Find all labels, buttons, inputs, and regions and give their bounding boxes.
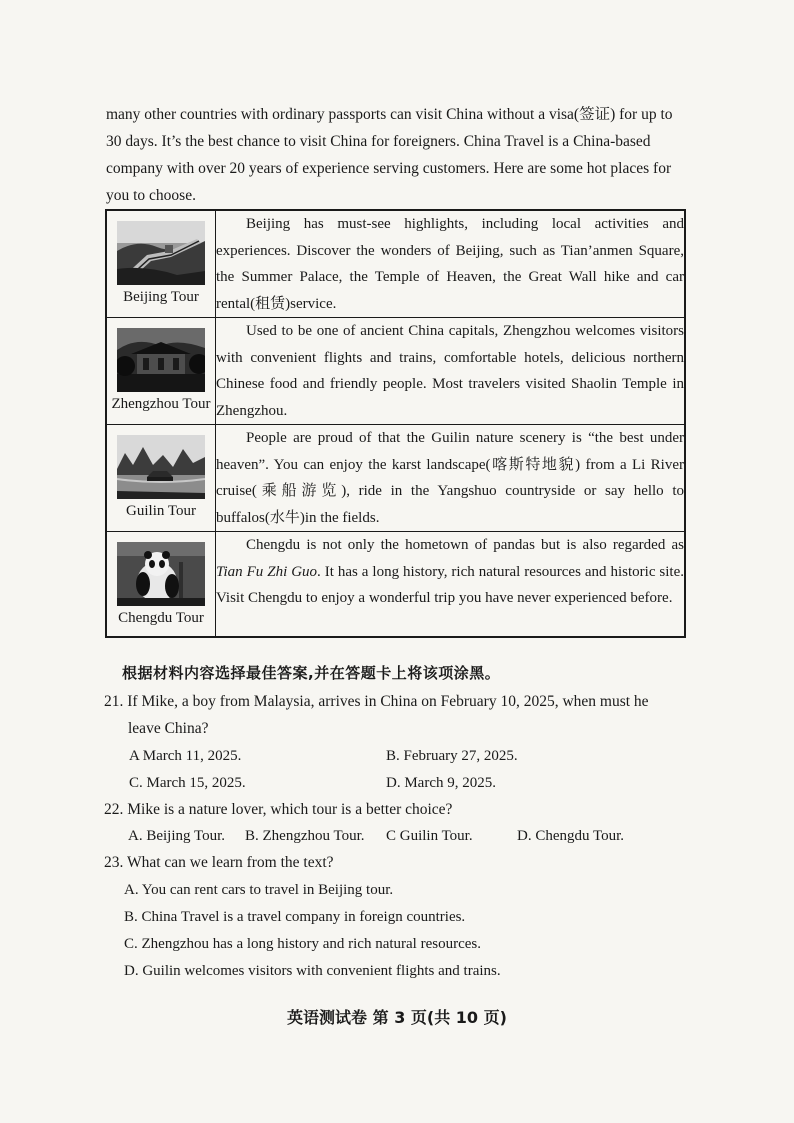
question-stem-continued: leave China? <box>128 720 209 737</box>
option-b[interactable]: B. February 27, 2025. <box>386 748 518 764</box>
option-b[interactable]: B. China Travel is a travel company in foreign countries. <box>124 909 466 925</box>
tour-row <box>106 210 685 318</box>
tour-image-cell <box>106 532 216 638</box>
question-stem: If Mike, a boy from Malaysia, arrives in China on February 10, 2025, when must he <box>127 693 649 710</box>
karst-river-photo <box>117 435 205 499</box>
question-number: 23. <box>104 854 124 871</box>
question-number: 21. <box>104 693 124 710</box>
option-d[interactable]: D. Guilin welcomes visitors with convenient flights and trains. <box>124 963 501 979</box>
tour-row <box>106 425 685 532</box>
panda-photo <box>117 542 205 606</box>
option-b[interactable]: B. Zhengzhou Tour. <box>245 828 365 844</box>
option-a[interactable]: A March 11, 2025. <box>129 748 242 764</box>
intro-line: company with over 20 years of experience serving customers. Here are some hot places for <box>106 160 672 177</box>
tours-table <box>105 209 686 638</box>
tour-text: Chengdu is not only the hometown of pandas but is also regarded as <box>246 537 684 553</box>
tour-text: . It has a long history, rich natural resources and historic site. Visit Chengdu to enjoy a wonderful trip you have never experienced before. <box>216 563 685 606</box>
tour-description: Used to be one of ancient China capitals, Zhengzhou welcomes visitors with convenient flights and trains, comfortable hotels, delicious northern Chinese food and friendly people. Most travelers visited Shaolin Temple in Zhengzhou. <box>216 318 686 425</box>
tour-image-cell <box>106 425 216 532</box>
temple-photo <box>117 328 205 392</box>
tour-row <box>106 532 685 638</box>
intro-paragraph <box>106 101 688 209</box>
intro-line: you to choose. <box>106 187 196 204</box>
question-stem: What can we learn from the text? <box>126 854 334 871</box>
question-21 <box>104 689 649 715</box>
option-c[interactable]: C Guilin Tour. <box>386 828 473 844</box>
question-22 <box>104 797 452 823</box>
question-stem: Mike is a nature lover, which tour is a better choice? <box>127 801 453 818</box>
page-footer: 英语测试卷 第 3 页(共 10 页) <box>287 1008 507 1027</box>
tour-description: People are proud of that the Guilin nature scenery is “the best under heaven”. You can enjoy the karst landscape(喀斯特地貌) from a Li River cruise(乘船游览), ride in the Yangshuo countryside or say hello to buffalos(水牛)in the fields. <box>216 425 686 532</box>
intro-line: many other countries with ordinary passports can visit China without a visa(签证) for up to <box>106 106 673 123</box>
tour-description: Beijing has must-see highlights, including local activities and experiences. Discover the wonders of Beijing, such as Tian’anmen Square, the Summer Palace, the Temple of Heaven, the Great Wall hike and car rental(租赁)service. <box>216 210 686 318</box>
intro-line: 30 days. It’s the best chance to visit China for foreigners. China Travel is a China-based <box>106 133 651 150</box>
great-wall-photo <box>117 221 205 285</box>
option-d[interactable]: D. Chengdu Tour. <box>517 828 625 844</box>
question-23 <box>104 850 334 876</box>
instruction: 根据材料内容选择最佳答案,并在答题卡上将该项涂黑。 <box>122 664 501 682</box>
tour-text-italic: Tian Fu Zhi Guo <box>216 563 318 580</box>
tour-name: Beijing Tour <box>123 289 199 305</box>
question-number: 22. <box>104 801 124 818</box>
tour-description <box>216 532 686 638</box>
tour-image-cell <box>106 210 216 318</box>
tour-name: Zhengzhou Tour <box>111 396 211 412</box>
tour-image-cell <box>106 318 216 425</box>
option-a[interactable]: A. Beijing Tour. <box>128 828 226 844</box>
tour-name: Chengdu Tour <box>118 610 204 626</box>
tour-name: Guilin Tour <box>126 503 196 519</box>
option-c[interactable]: C. March 15, 2025. <box>129 775 246 791</box>
tour-row <box>106 318 685 425</box>
option-c[interactable]: C. Zhengzhou has a long history and rich natural resources. <box>124 936 481 952</box>
option-d[interactable]: D. March 9, 2025. <box>386 775 496 791</box>
option-a[interactable]: A. You can rent cars to travel in Beijing tour. <box>124 882 394 898</box>
